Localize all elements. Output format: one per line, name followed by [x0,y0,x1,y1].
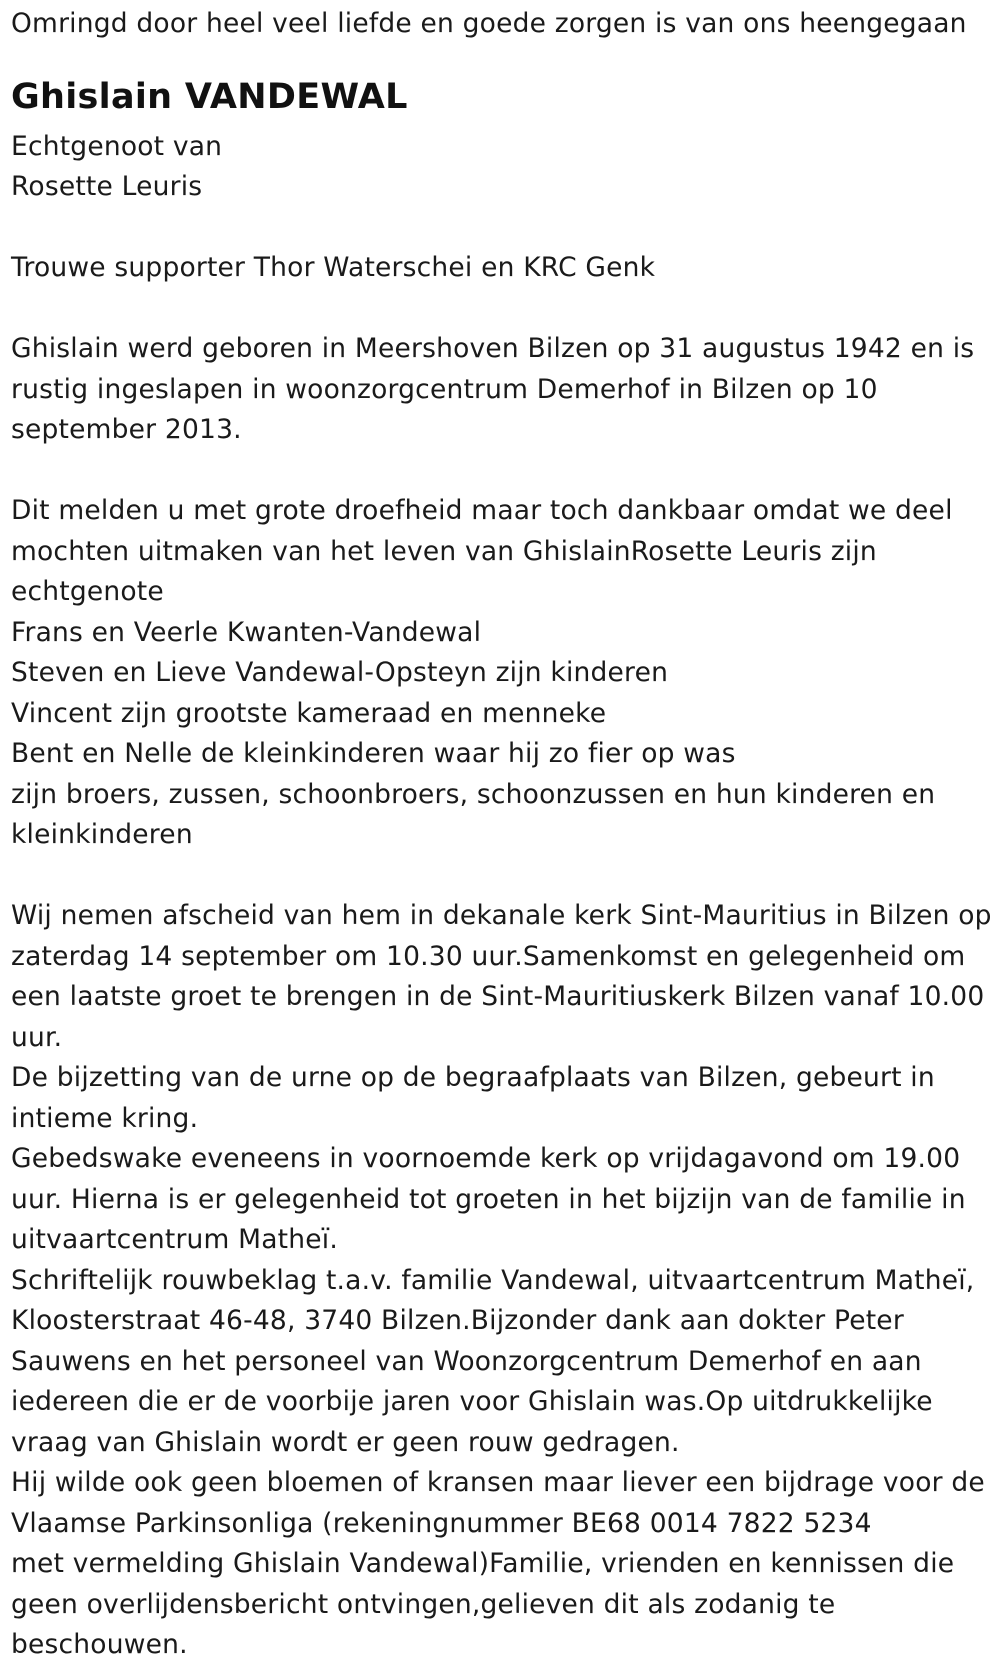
paragraph-line: een laatste groet te brengen in de Sint-Mauritiuskerk Bilzen vanaf 10.00 [11,981,985,1012]
paragraph-line: intieme kring. [11,1102,199,1134]
supporter-text: Trouwe supporter Thor Waterschei en KRC Genk [11,252,656,283]
paragraph-spacer [11,208,993,249]
spouse-section [11,127,993,208]
paragraph-line: Hij wilde ook geen bloemen of kransen maar liever een bijdrage voor de [11,1467,985,1498]
paragraph-line: september 2013. [11,414,242,445]
paragraph-spacer [11,451,993,492]
paragraph-line: uitvaartcentrum Matheï. [11,1224,338,1255]
paragraph-line: kleinkinderen [11,819,193,850]
paragraph-line: Vlaamse Parkinsonliga (rekeningnummer BE68 0014 7822 5234 [11,1507,872,1539]
paragraph-line: echtgenote [11,576,164,607]
paragraph-line: Sauwens en het personeel van Woonzorgcentrum Demerhof en aan [11,1345,922,1377]
paragraph-line: mochten uitmaken van het leven van GhislainRosette Leuris zijn [11,535,877,567]
paragraph-line: Ghislain werd geboren in Meershoven Bilzen op 31 augustus 1942 en is [11,333,975,364]
paragraph-line: rustig ingeslapen in woonzorgcentrum Demerhof in Bilzen op 10 [11,373,878,405]
paragraph-line: uur. [11,1021,63,1053]
paragraph-line: beschouwen. [11,1629,188,1660]
deceased-name: Ghislain VANDEWAL [11,76,408,117]
paragraph-line: Dit melden u met grote droefheid maar toch dankbaar omdat we deel [11,495,953,526]
paragraph-line: uur. Hierna is er gelegenheid tot groeten in het bijzijn van de familie in [11,1183,966,1215]
paragraph-line: met vermelding Ghislain Vandewal)Familie, vrienden en kennissen die [11,1548,955,1579]
paragraph-line: De bijzetting van de urne op de begraafplaats van Bilzen, gebeurt in [11,1062,935,1093]
paragraph-line: Steven en Lieve Vandewal-Opsteyn zijn kinderen [11,657,669,688]
paragraph-line: Frans en Veerle Kwanten-Vandewal [11,616,482,648]
paragraph-line: Schriftelijk rouwbeklag t.a.v. familie Vandewal, uitvaartcentrum Matheï, [11,1264,975,1296]
paragraph-spacer [11,289,993,330]
paragraph-line: Vincent zijn grootste kameraad en menneke [11,697,607,729]
paragraph-line: zijn broers, zussen, schoonbroers, schoonzussen en hun kinderen en [11,778,936,810]
spouse-line: Echtgenoot van [11,130,223,162]
intro-text: Omringd door heel veel liefde en goede zorgen is van ons heengegaan [11,8,967,39]
ceremony-paragraph [11,896,993,1666]
spouse-line: Rosette Leuris [11,171,203,202]
family-paragraph [11,491,993,856]
paragraph-line: vraag van Ghislain wordt er geen rouw gedragen. [11,1426,680,1458]
birth-death-paragraph [11,329,993,451]
obituary-notice [11,4,993,1666]
paragraph-line: zaterdag 14 september om 10.30 uur.Samenkomst en gelegenheid om [11,940,966,972]
paragraph-line: Wij nemen afscheid van hem in dekanale kerk Sint-Mauritius in Bilzen op [11,900,992,931]
paragraph-spacer [11,856,993,897]
paragraph-line: geen overlijdensbericht ontvingen,gelieven dit als zodanig te [11,1588,836,1620]
paragraph-line: Bent en Nelle de kleinkinderen waar hij zo fier op was [11,738,736,769]
paragraph-line: Gebedswake eveneens in voornoemde kerk op vrijdagavond om 19.00 [11,1143,961,1174]
paragraph-line: Kloosterstraat 46-48, 3740 Bilzen.Bijzonder dank aan dokter Peter [11,1305,904,1336]
paragraph-line: iedereen die er de voorbije jaren voor Ghislain was.Op uitdrukkelijke [11,1386,933,1417]
